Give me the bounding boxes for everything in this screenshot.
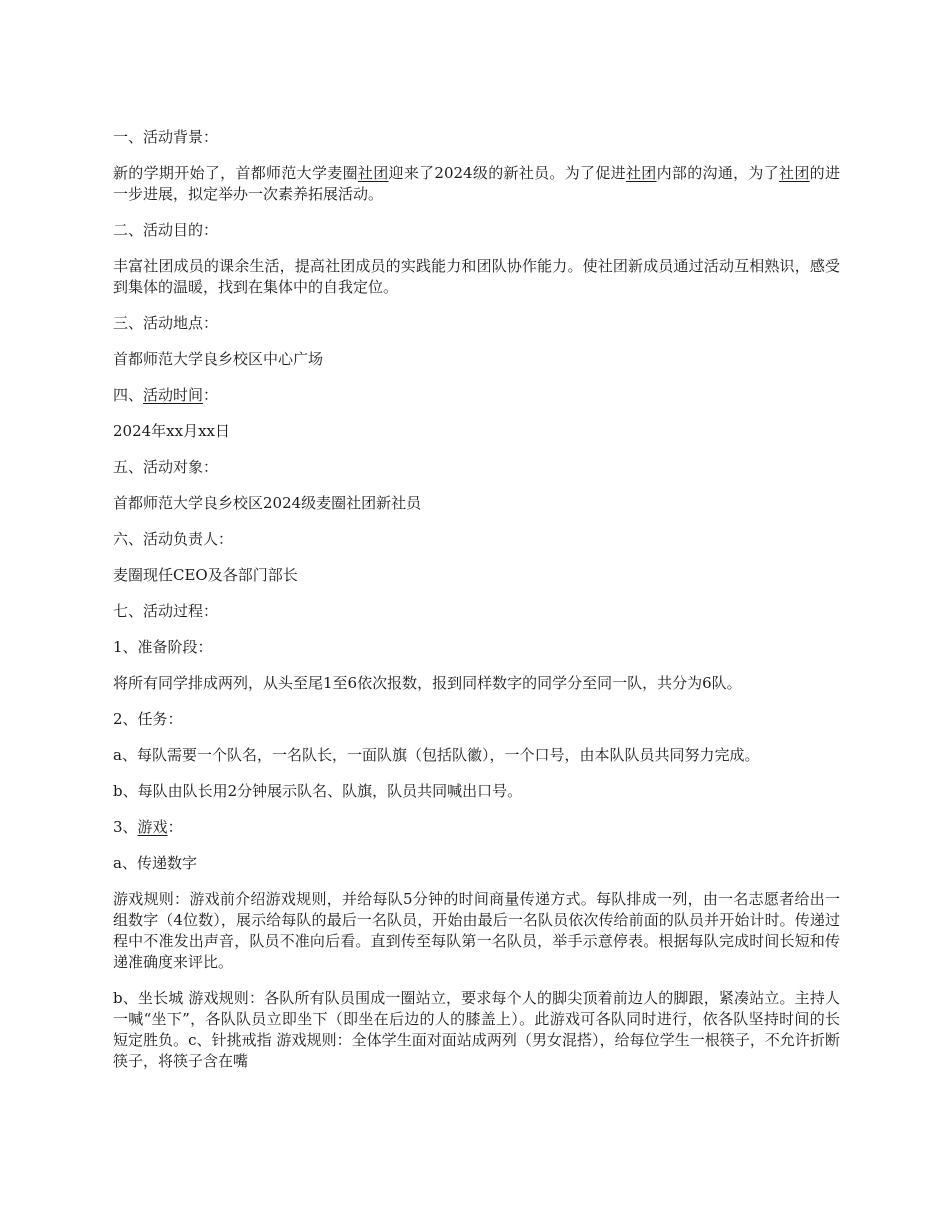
paragraph-task-a: a、每队需要一个队名，一名队长，一面队旗（包括队徽），一个口号，由本队队员共同努力完成。 (113, 746, 760, 764)
section-heading-time: 四、活动时间： (113, 386, 219, 404)
paragraph-time: 2024年xx月xx日 (113, 422, 231, 440)
link-activity-time[interactable]: 活动时间 (143, 386, 204, 404)
paragraph-task-b: b、每队由队长用2分钟展示队名、队旗，队员共同喊出口号。 (113, 782, 523, 800)
paragraph-preparation: 将所有同学排成两列，从头至尾1至6依次报数，报到同样数字的同学分至同一队，共分为6队。 (113, 674, 742, 692)
section-heading-process: 七、活动过程： (113, 602, 219, 620)
subheading-tasks: 2、任务： (113, 710, 183, 728)
link-games[interactable]: 游戏 (137, 818, 168, 836)
paragraph-audience: 首都师范大学良乡校区2024级麦圈社团新社员 (113, 494, 422, 512)
paragraph-game-a-rules: 游戏规则：游戏前介绍游戏规则，并给每队5分钟的时间商量传递方式。每队排成一列，由一名志愿者给出一组数字（4位数），展示给每队的最后一名队员，开始由最后一名队员依次传给前面的队员并开始计时。传递过程中不准发出声音，队员不准向后看。直到传至每队第一名队员，举手示意停表。根据每队完成时间长短和传递准确度来评比。 (113, 890, 840, 971)
paragraph-game-a-title: a、传递数字 (113, 854, 197, 872)
paragraph-game-b-c-rules: b、坐长城 游戏规则：各队所有队员围成一圈站立，要求每个人的脚尖顶着前边人的脚跟，紧凑站立。主持人一喊“坐下”，各队队员立即坐下（即坐在后边的人的膝盖上）。此游戏可各队同时进行，依各队坚持时间的长短定胜负。c、针挑戒指 游戏规则：全体学生面对面站成两列（男女混搭），给每位学生一根筷子，不允许折断筷子，将筷子含在嘴 (113, 989, 840, 1070)
section-heading-purpose: 二、活动目的： (113, 221, 219, 239)
link-club[interactable]: 社团 (357, 164, 389, 182)
section-heading-leader: 六、活动负责人： (113, 530, 234, 548)
section-heading-audience: 五、活动对象： (113, 458, 219, 476)
document-page (113, 127, 840, 1087)
paragraph-location: 首都师范大学良乡校区中心广场 (113, 350, 324, 368)
paragraph-purpose: 丰富社团成员的课余生活，提高社团成员的实践能力和团队协作能力。使社团新成员通过活动互相熟识，感受到集体的温暖，找到在集体中的自我定位。 (113, 257, 840, 296)
paragraph-background: 新的学期开始了，首都师范大学麦圈社团迎来了2024级的新社员。为了促进社团内部的沟通，为了社团的进一步进展，拟定举办一次素养拓展活动。 (113, 164, 840, 203)
link-club[interactable]: 社团 (625, 164, 657, 182)
subheading-preparation: 1、准备阶段： (113, 638, 213, 656)
link-club[interactable]: 社团 (779, 164, 810, 182)
section-heading-background: 一、活动背景： (113, 128, 219, 146)
subheading-games: 3、游戏： (113, 818, 183, 836)
section-heading-location: 三、活动地点： (113, 314, 219, 332)
paragraph-leader: 麦圈现任CEO及各部门部长 (113, 566, 298, 584)
